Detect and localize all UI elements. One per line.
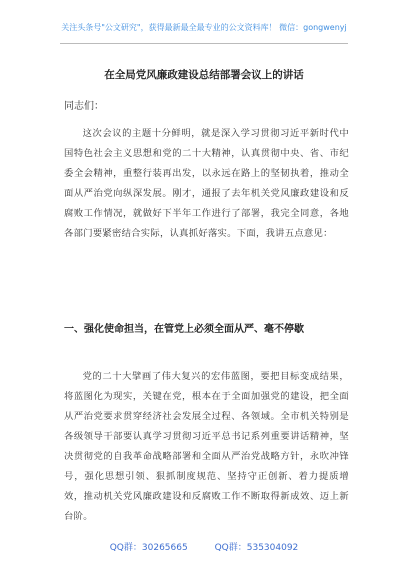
header-divider	[60, 43, 348, 44]
document-title: 在全局党风廉政建设总结部署会议上的讲话	[104, 69, 304, 81]
footer-qq-group-1: QQ群：30265665	[109, 543, 188, 553]
footer-qq-group-2: QQ群：535304092	[214, 543, 299, 553]
salutation: 同志们：	[64, 101, 104, 112]
section-heading-1: 一、强化使命担当，在管党上必须全面从严、毫不停歇	[64, 324, 304, 335]
body-paragraph-1: 这次会议的主题十分鲜明，就是深入学习贯彻习近平新时代中国特色社会主义思想和党的二十大精神，认真贯彻中央、省、市纪委全会精神，重整行装再出发，以永远在路上的坚韧执着，推动全面从严治党向纵深发展。刚才，通报了去年机关党风廉政建设和反腐败工作情况，就做好下半年工作进行了部署，我完全同意，各地各部门要紧密结合实际，认真抓好落实。下面，我讲五点意见：	[64, 128, 349, 239]
header-banner: 关注头条号"公文研究"，获得最新最全最专业的公文资料库！ 微信：gongwenyj	[61, 23, 347, 32]
footer-contact	[0, 540, 408, 553]
body-paragraph-2: 党的二十大擘画了伟大复兴的宏伟蓝图，要把目标变成结果，将蓝图化为现实，关键在党，根本在于全面加强党的建设，把全面从严治党要求贯穿经济社会发展全过程、各领域。全市机关特别是各级领导干部要认真学习贯彻习近平总书记系列重要讲话精神，坚决贯彻党的自我革命战略部署和全面从严治党战略方针，永吹冲锋号，强化思想引领、狠抓制度规范、坚持守正创新、着力提质增效，推动机关党风廉政建设和反腐败工作不断取得新成效、迈上新台阶。	[64, 371, 349, 522]
